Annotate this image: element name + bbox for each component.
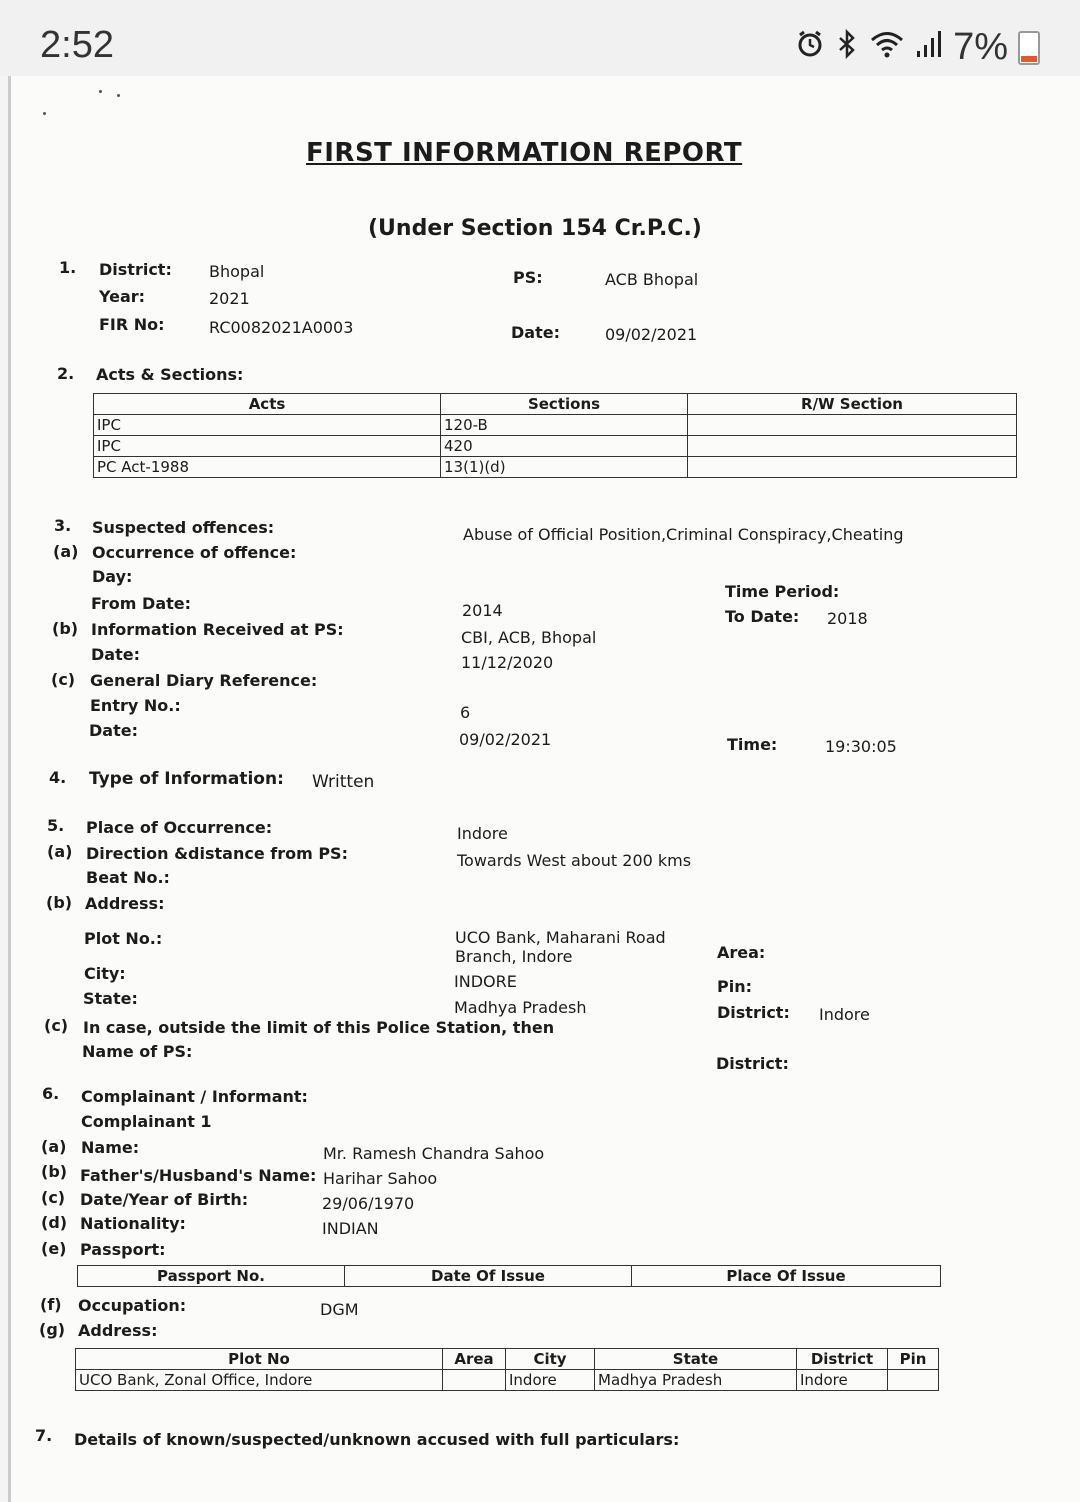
- info-received-value: CBI, ACB, Bhopal: [461, 628, 597, 647]
- wifi-icon: [869, 29, 905, 67]
- beat-no-label: Beat No.:: [86, 868, 170, 887]
- entry-no-value: 6: [460, 703, 471, 722]
- occurrence-label: Occurrence of offence:: [92, 543, 297, 562]
- section-6-number: 6.: [42, 1084, 60, 1103]
- complainant-address-table: [75, 1348, 939, 1391]
- name-label: Name:: [81, 1138, 140, 1157]
- state-header: State: [595, 1349, 797, 1370]
- table-row: [76, 1370, 939, 1391]
- area-label: Area:: [717, 943, 766, 962]
- complainant-label: Complainant / Informant:: [81, 1087, 308, 1106]
- complainant-number: Complainant 1: [81, 1112, 212, 1131]
- acts-header: Acts: [94, 394, 441, 415]
- section-1-number: 1.: [59, 258, 77, 277]
- name-value: Mr. Ramesh Chandra Sahoo: [323, 1144, 545, 1163]
- section-3a-letter: (a): [53, 542, 79, 561]
- table-row: [94, 415, 1017, 436]
- from-date-label: From Date:: [91, 594, 192, 613]
- name-of-ps-label: Name of PS:: [82, 1042, 193, 1061]
- plot-line-2: Branch, Indore: [455, 947, 573, 966]
- acts-sections-table: [93, 393, 1017, 478]
- status-icons: [795, 26, 1040, 69]
- pin-cell: [888, 1370, 939, 1391]
- section-6g-letter: (g): [39, 1320, 66, 1339]
- section-cell: 420: [441, 436, 688, 457]
- fir-date-label: Date:: [511, 323, 560, 342]
- city-header: City: [506, 1349, 595, 1370]
- district-5-value: Indore: [819, 1005, 870, 1024]
- acts-sections-label: Acts & Sections:: [96, 365, 244, 384]
- section-5a-letter: (a): [47, 842, 73, 861]
- gd-reference-label: General Diary Reference:: [90, 671, 318, 690]
- place-value: Indore: [457, 824, 508, 843]
- passport-table: [77, 1265, 941, 1287]
- act-cell: IPC: [94, 436, 441, 457]
- section-3c-letter: (c): [51, 670, 76, 689]
- dob-label: Date/Year of Birth:: [80, 1190, 249, 1209]
- rw-cell: [688, 415, 1017, 436]
- plot-no-label: Plot No.:: [84, 929, 163, 948]
- city-value: INDORE: [454, 972, 517, 991]
- area-header: Area: [443, 1349, 506, 1370]
- complainant-address-label: Address:: [78, 1321, 158, 1340]
- area-cell: [443, 1370, 506, 1391]
- district-value: Bhopal: [209, 262, 265, 281]
- section-6f-letter: (f): [40, 1295, 62, 1314]
- bluetooth-icon: [835, 29, 859, 67]
- district-label: District:: [99, 260, 172, 279]
- gd-date-label: Date:: [89, 721, 138, 740]
- gd-time-label: Time:: [727, 735, 778, 754]
- fir-no-label: FIR No:: [99, 315, 165, 334]
- info-type-label: Type of Information:: [89, 769, 284, 789]
- suspected-offences-label: Suspected offences:: [92, 518, 275, 537]
- act-cell: IPC: [94, 415, 441, 436]
- time-period-label: Time Period:: [725, 582, 840, 601]
- passport-label: Passport:: [80, 1240, 166, 1259]
- plot-no-header: Plot No: [76, 1349, 443, 1370]
- year-value: 2021: [209, 289, 250, 308]
- ps-value: ACB Bhopal: [605, 270, 699, 289]
- to-date-value: 2018: [827, 609, 868, 628]
- occupation-value: DGM: [320, 1300, 359, 1319]
- year-label: Year:: [99, 287, 146, 306]
- rw-cell: [688, 436, 1017, 457]
- date-of-issue-header: Date Of Issue: [345, 1266, 632, 1287]
- city-label: City:: [84, 964, 126, 983]
- plot-line-1: UCO Bank, Maharani Road: [455, 928, 666, 947]
- info-received-label: Information Received at PS:: [91, 620, 344, 639]
- direction-value: Towards West about 200 kms: [457, 851, 692, 870]
- section-5-number: 5.: [47, 816, 65, 835]
- section-6d-letter: (d): [41, 1213, 68, 1232]
- dob-value: 29/06/1970: [322, 1194, 415, 1213]
- section-5c-letter: (c): [44, 1016, 69, 1035]
- ps-label: PS:: [513, 268, 543, 287]
- section-3b-letter: (b): [52, 619, 79, 638]
- status-time: 2:52: [40, 24, 114, 66]
- address-label: Address:: [85, 894, 165, 913]
- alarm-icon: [795, 29, 825, 67]
- nationality-value: INDIAN: [322, 1219, 379, 1238]
- fir-document[interactable]: [8, 76, 1080, 1502]
- document-subtitle: (Under Section 154 Cr.P.C.): [368, 216, 702, 241]
- fir-no-value: RC0082021A0003: [209, 318, 354, 337]
- section-7-number: 7.: [35, 1426, 53, 1445]
- pin-label: Pin:: [717, 977, 752, 996]
- battery-percent: 7%: [953, 26, 1008, 68]
- section-5b-letter: (b): [46, 893, 73, 912]
- rw-section-header: R/W Section: [688, 394, 1017, 415]
- district-c-label: District:: [716, 1054, 789, 1073]
- district-5-label: District:: [717, 1003, 790, 1022]
- fir-date-value: 09/02/2021: [605, 325, 698, 344]
- document-title: FIRST INFORMATION REPORT: [306, 138, 743, 168]
- city-cell: Indore: [506, 1370, 595, 1391]
- occupation-label: Occupation:: [78, 1296, 187, 1315]
- section-cell: 13(1)(d): [441, 457, 688, 478]
- father-name-label: Father's/Husband's Name:: [80, 1166, 317, 1185]
- signal-icon: [915, 29, 943, 67]
- district-header: District: [797, 1349, 888, 1370]
- gd-time-value: 19:30:05: [825, 737, 897, 756]
- entry-no-label: Entry No.:: [90, 696, 181, 715]
- direction-label: Direction &distance from PS:: [86, 844, 348, 863]
- table-header-row: [94, 394, 1017, 415]
- info-date-value: 11/12/2020: [461, 653, 554, 672]
- sections-header: Sections: [441, 394, 688, 415]
- from-date-value: 2014: [462, 601, 503, 620]
- place-of-issue-header: Place Of Issue: [632, 1266, 941, 1287]
- suspected-offences-value: Abuse of Official Position,Criminal Conspiracy,Cheating: [463, 525, 904, 544]
- accused-details-label: Details of known/suspected/unknown accused with full particulars:: [74, 1430, 680, 1449]
- father-name-value: Harihar Sahoo: [323, 1169, 438, 1188]
- day-label: Day:: [92, 567, 133, 586]
- section-2-number: 2.: [57, 364, 75, 383]
- section-4-number: 4.: [49, 768, 67, 787]
- plot-cell: UCO Bank, Zonal Office, Indore: [76, 1370, 443, 1391]
- passport-no-header: Passport No.: [78, 1266, 345, 1287]
- section-cell: 120-B: [441, 415, 688, 436]
- to-date-label: To Date:: [725, 607, 800, 626]
- act-cell: PC Act-1988: [94, 457, 441, 478]
- gd-date-value: 09/02/2021: [459, 730, 552, 749]
- section-6a-letter: (a): [41, 1137, 67, 1156]
- info-type-value: Written: [312, 772, 375, 792]
- outside-limit-label: In case, outside the limit of this Police Station, then: [83, 1018, 555, 1037]
- section-6c-letter: (c): [41, 1188, 66, 1207]
- state-value: Madhya Pradesh: [454, 998, 587, 1017]
- table-row: [94, 436, 1017, 457]
- table-row: [94, 457, 1017, 478]
- section-3-number: 3.: [54, 516, 72, 535]
- state-cell: Madhya Pradesh: [595, 1370, 797, 1391]
- rw-cell: [688, 457, 1017, 478]
- info-date-label: Date:: [91, 645, 140, 664]
- table-header-row: [78, 1266, 941, 1287]
- status-bar: [0, 0, 1080, 76]
- state-label: State:: [83, 989, 138, 1008]
- place-label: Place of Occurrence:: [86, 818, 273, 837]
- district-cell: Indore: [797, 1370, 888, 1391]
- table-header-row: [76, 1349, 939, 1370]
- section-6e-letter: (e): [41, 1239, 67, 1258]
- battery-icon: [1018, 31, 1040, 65]
- nationality-label: Nationality:: [80, 1214, 186, 1233]
- section-6b-letter: (b): [41, 1162, 68, 1181]
- pin-header: Pin: [888, 1349, 939, 1370]
